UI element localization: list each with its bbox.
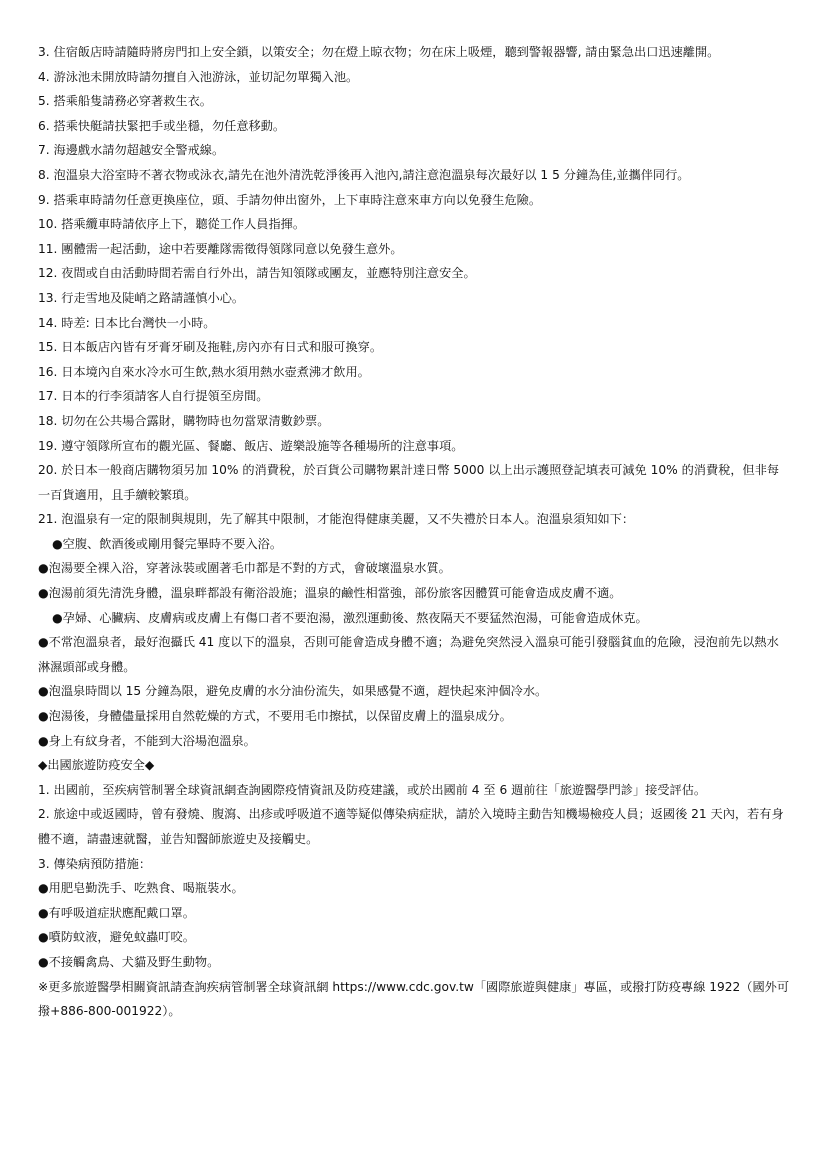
paragraph: 10. 搭乘纜車時請依序上下，聽從工作人員指揮。 <box>38 217 306 232</box>
paragraph: 3. 住宿飯店時請隨時將房門扣上安全鎖，以策安全；勿在燈上晾衣物；勿在床上吸煙，聽到警報器響, 請由緊急出口迅速離開。 <box>38 45 720 59</box>
paragraph: 18. 切勿在公共場合露財，購物時也勿當眾清數鈔票。 <box>38 413 330 428</box>
paragraph: ●泡湯前須先清洗身體，溫泉畔都設有衛浴設施；溫泉的鹼性相當強，部份旅客因體質可能會造成皮膚不適。 <box>38 586 622 601</box>
paragraph: 12. 夜間或自由活動時間若需自行外出，請告知領隊或團友，並應特別注意安全。 <box>38 266 476 281</box>
paragraph: 19. 遵守領隊所宣布的觀光區、餐廳、飯店、遊樂設施等各種場所的注意事項。 <box>38 438 464 453</box>
paragraph: ●不常泡溫泉者，最好泡攝氏 41 度以下的溫泉，否則可能會造成身體不適；為避免突然浸入溫泉可能引發腦貧血的危險，浸泡前先以熱水淋濕頭部或身體。 <box>38 635 779 674</box>
paragraph: 20. 於日本一般商店購物須另加 10% 的消費稅，於百貨公司購物累計達日幣 5000 以上出示護照登記填表可減免 10% 的消費稅，但非每一百貨適用，且手續較繁瑣。 <box>38 463 780 502</box>
paragraph: ●有呼吸道症狀應配戴口罩。 <box>38 905 195 920</box>
paragraph: 13. 行走雪地及陡峭之路請謹慎小心。 <box>38 290 245 305</box>
paragraph: 6. 搭乘快艇請扶緊把手或坐穩，勿任意移動。 <box>38 118 286 133</box>
paragraph: ●噴防蚊液，避免蚊蟲叮咬。 <box>38 930 195 945</box>
paragraph: 2. 旅途中或返國時，曾有發燒、腹瀉、出疹或呼吸道不適等疑似傳染病症狀，請於入境時主動告知機場檢疫人員；返國後 21 天內，若有身體不適，請盡速就醫，並告知醫師旅遊史及接觸史。 <box>38 807 784 846</box>
paragraph: ●空腹、飲酒後或剛用餐完畢時不要入浴。 <box>52 536 283 551</box>
paragraph: ●泡湯後，身體儘量採用自然乾燥的方式，不要用毛巾擦拭，以保留皮膚上的溫泉成分。 <box>38 709 512 724</box>
paragraph: ●孕婦、心臟病、皮膚病或皮膚上有傷口者不要泡湯，激烈運動後、熬夜隔天不要猛然泡湯，可能會造成休克。 <box>52 610 648 625</box>
paragraph: ※更多旅遊醫學相關資訊請查詢疾病管制署全球資訊網 https://www.cdc.gov.tw「國際旅遊與健康」專區，或撥打防疫專線 1922（國外可撥+886-800-001922）。 <box>38 979 790 1019</box>
document-body <box>38 40 790 1024</box>
paragraph: 21. 泡溫泉有一定的限制與規則，先了解其中限制，才能泡得健康美麗，又不失禮於日本人。泡溫泉須知如下： <box>38 512 635 527</box>
paragraph: 8. 泡溫泉大浴室時不著衣物或泳衣,請先在池外清洗乾淨後再入池內,請注意泡溫泉每次最好以 1 5 分鐘為佳,並攜伴同行。 <box>38 167 690 182</box>
paragraph: 3. 傳染病預防措施： <box>38 856 152 871</box>
paragraph: ●身上有紋身者，不能到大浴場泡溫泉。 <box>38 733 256 748</box>
paragraph: 4. 游泳池未開放時請勿擅自入池游泳，並切記勿單獨入池。 <box>38 69 359 84</box>
paragraph: 7. 海邊戲水請勿超越安全警戒線。 <box>38 143 225 158</box>
paragraph: ●泡湯要全裸入浴，穿著泳裝或圍著毛巾都是不對的方式，會破壞溫泉水質。 <box>38 561 451 576</box>
paragraph: 11. 團體需一起活動，途中若要離隊需徵得領隊同意以免發生意外。 <box>38 241 403 256</box>
paragraph: ◆出國旅遊防疫安全◆ <box>38 758 155 773</box>
paragraph: 1. 出國前，至疾病管制署全球資訊網查詢國際疫情資訊及防疫建議，或於出國前 4 至 6 週前往「旅遊醫學門診」接受評估。 <box>38 782 707 797</box>
paragraph: 5. 搭乘船隻請務必穿著救生衣。 <box>38 94 212 109</box>
paragraph: 16. 日本境內自來水冷水可生飲,熱水須用熱水壺煮沸才飲用。 <box>38 364 370 379</box>
paragraph: 14. 時差: 日本比台灣快一小時。 <box>38 315 216 330</box>
paragraph: ●用肥皂勤洗手、吃熟食、喝瓶裝水。 <box>38 881 244 896</box>
paragraph: 15. 日本飯店內皆有牙膏牙刷及拖鞋,房內亦有日式和服可換穿。 <box>38 340 383 355</box>
paragraph: ●不接觸禽鳥、犬貓及野生動物。 <box>38 954 220 969</box>
paragraph: 9. 搭乘車時請勿任意更換座位，頭、手請勿伸出窗外，上下車時注意來車方向以免發生危險。 <box>38 192 542 207</box>
paragraph: 17. 日本的行李須請客人自行提領至房間。 <box>38 389 269 404</box>
paragraph: ●泡溫泉時間以 15 分鐘為限，避免皮膚的水分油份流失，如果感覺不適，趕快起來沖個冷水。 <box>38 684 548 699</box>
